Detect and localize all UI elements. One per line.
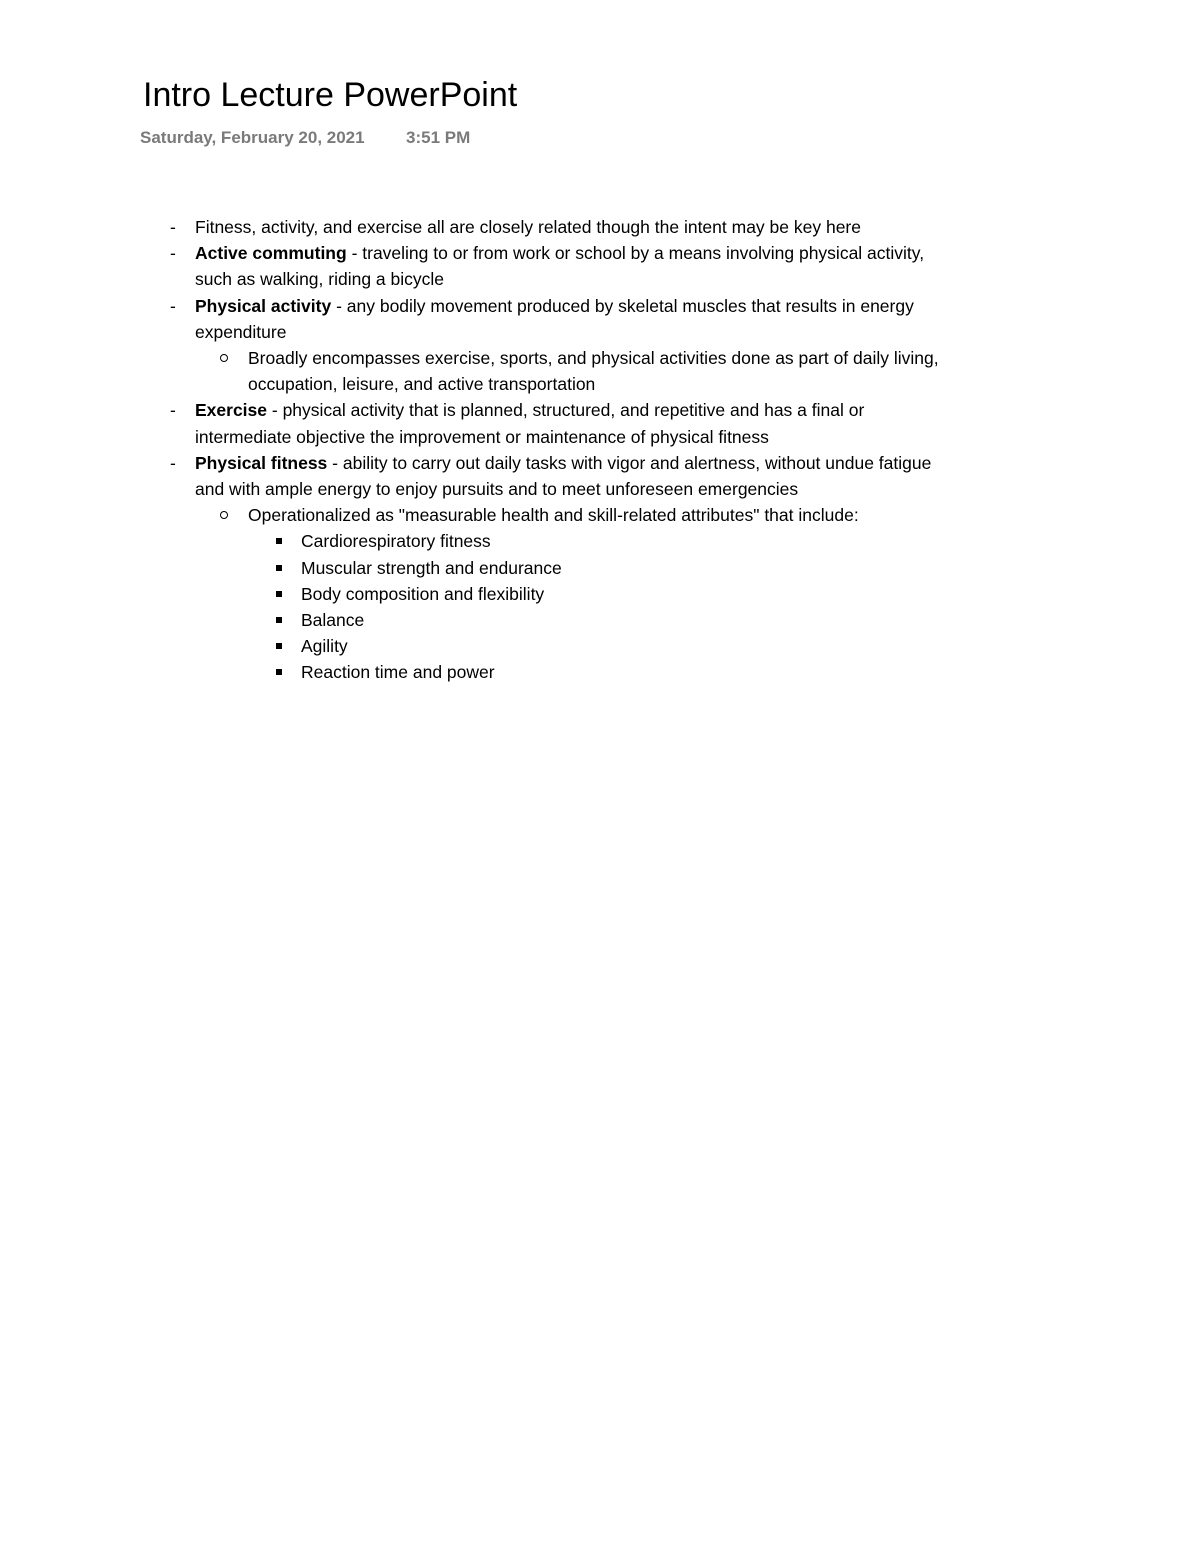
square-bullet-icon (276, 617, 282, 623)
attribute-item (0, 659, 1200, 685)
square-bullet-icon (276, 643, 282, 649)
dash-bullet-icon: - (170, 452, 176, 473)
attribute-text: Balance (301, 610, 365, 631)
term-exercise: Exercise (195, 400, 268, 421)
definition-text: - traveling to or from work or school by a means involving physical activity, (346, 243, 925, 264)
list-item (0, 293, 1200, 319)
list-item-text: Fitness, activity, and exercise all are closely related though the intent may be key here (195, 217, 861, 237)
page-time: 3:51 PM (406, 128, 471, 147)
dash-bullet-icon: - (170, 217, 176, 237)
list-item (0, 214, 1200, 240)
sub-item-text: Broadly encompasses exercise, sports, and physical activities done as part of daily living, (248, 348, 939, 369)
page-date: Saturday, February 20, 2021 (140, 128, 365, 147)
dash-bullet-icon: - (170, 243, 176, 264)
sub-list-item (0, 502, 1200, 528)
sub-item-text: occupation, leisure, and active transportation (248, 374, 596, 395)
term-physical-activity: Physical activity (195, 295, 332, 316)
square-bullet-icon (276, 538, 282, 544)
attribute-item (0, 633, 1200, 659)
list-item (0, 240, 1200, 266)
definition-text: - any bodily movement produced by skeletal muscles that results in energy (331, 295, 914, 316)
list-item-continuation (0, 319, 1200, 345)
circle-bullet-icon (220, 354, 228, 362)
attribute-text: Cardiorespiratory fitness (301, 531, 491, 552)
square-bullet-icon (276, 591, 282, 597)
square-bullet-icon (276, 669, 282, 675)
attribute-text: Reaction time and power (301, 662, 495, 683)
definition-text: expenditure (195, 321, 287, 342)
dash-bullet-icon: - (170, 295, 176, 316)
page-title: Intro Lecture PowerPoint (143, 76, 518, 114)
definition-text: - ability to carry out daily tasks with vigor and alertness, without undue fatigue (327, 452, 932, 473)
sub-item-text: Operationalized as "measurable health and skill-related attributes" that include: (248, 505, 859, 526)
sub-list-item (0, 345, 1200, 371)
term-physical-fitness: Physical fitness (195, 452, 328, 473)
definition-text: intermediate objective the improvement or maintenance of physical fitness (195, 426, 769, 447)
list-item-continuation (0, 476, 1200, 502)
attribute-item (0, 581, 1200, 607)
attribute-text: Muscular strength and endurance (301, 557, 562, 578)
list-item-continuation (0, 266, 1200, 292)
circle-bullet-icon (220, 511, 228, 519)
attribute-text: Body composition and flexibility (301, 583, 545, 604)
square-bullet-icon (276, 565, 282, 571)
definition-text: - physical activity that is planned, structured, and repetitive and has a final or (267, 400, 865, 421)
sub-list-item-continuation (0, 371, 1200, 397)
attribute-text: Agility (301, 636, 348, 657)
attribute-item (0, 607, 1200, 633)
term-active-commuting: Active commuting (195, 243, 347, 264)
list-item (0, 450, 1200, 476)
definition-text: such as walking, riding a bicycle (195, 269, 445, 290)
note-body (0, 214, 1200, 686)
list-item-continuation (0, 424, 1200, 450)
dash-bullet-icon: - (170, 400, 176, 421)
list-item (0, 397, 1200, 423)
attribute-item (0, 528, 1200, 554)
attribute-item (0, 555, 1200, 581)
definition-text: and with ample energy to enjoy pursuits and to meet unforeseen emergencies (195, 479, 799, 500)
